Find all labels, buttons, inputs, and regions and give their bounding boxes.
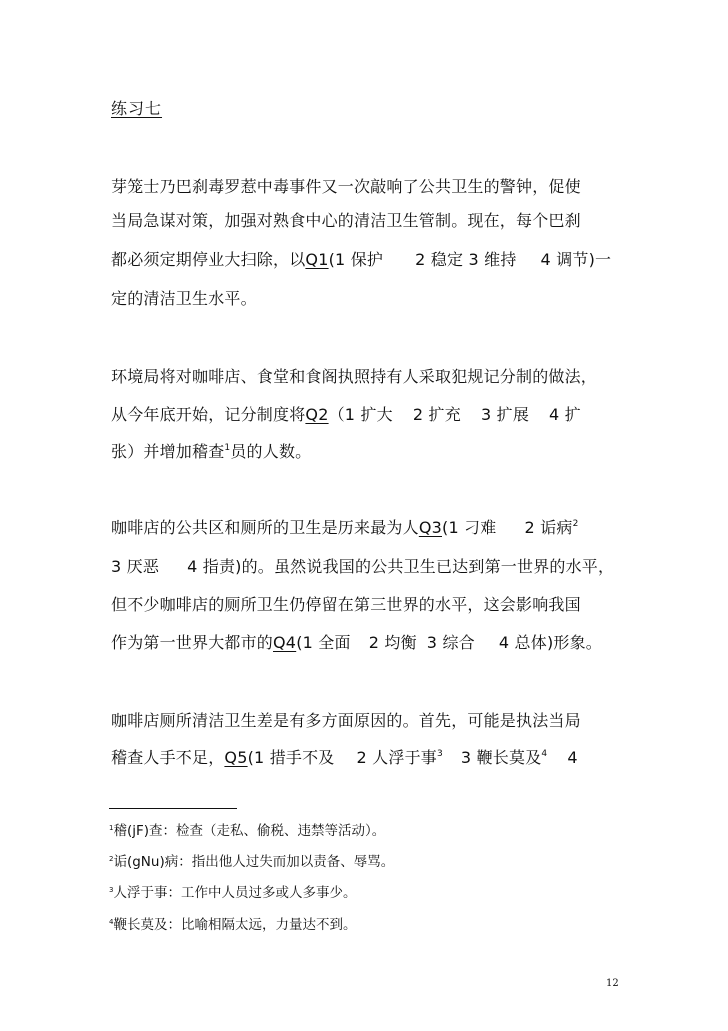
- q3-option-4: 4 指责)的。虽然说我国的公共卫生已达到第一世界的水平，: [187, 557, 615, 576]
- page-number: 12: [606, 978, 619, 989]
- p3-line-3: 但不少咖啡店的厕所卫生仍停留在第三世界的水平，这会影响我国: [111, 595, 581, 614]
- p3-line-1-text: 咖啡店的公共区和厕所的卫生是历来最为人: [111, 518, 419, 537]
- p1-line-4: 定的清洁卫生水平。: [111, 289, 257, 308]
- footnote-1: [109, 822, 385, 840]
- footnote-3-number: 3: [109, 886, 114, 894]
- footnote-2: [109, 853, 394, 871]
- q5-option-2: 2 人浮于事: [356, 748, 437, 767]
- p1-line-3: [111, 249, 631, 271]
- q3-option-2: 2 诟病: [524, 518, 573, 537]
- p2-line-3-end: 员的人数。: [230, 442, 312, 461]
- p4-line-1: 咖啡店厕所清洁卫生差是有多方面原因的。首先，可能是执法当局: [111, 711, 581, 730]
- p4-line-2: [111, 747, 631, 769]
- q5-option-3: 3 鞭长莫及: [460, 748, 542, 767]
- q2-option-2: 2 扩充: [412, 405, 461, 424]
- p2-line-1: 环境局将对咖啡店、食堂和食阁执照持有人采取犯规记分制的做法，: [111, 367, 598, 386]
- q5-option-1: (1 措手不及: [247, 748, 335, 767]
- p2-line-2-text: 从今年底开始，记分制度将: [111, 405, 306, 424]
- q2-option-4: 4 扩: [549, 405, 581, 424]
- p1-line-2: 当局急谋对策，加强对熟食中心的清洁卫生管制。现在，每个巴刹: [111, 211, 581, 230]
- p1-line-1: 芽笼士乃巴刹毒罗惹中毒事件又一次敲响了公共卫生的警钟，促使: [111, 177, 581, 196]
- q5-option-4: 4: [567, 748, 578, 767]
- q4-option-1: (1 全面: [296, 633, 351, 652]
- question-q1: Q1: [305, 250, 329, 269]
- p1-line-3-text: 都必须定期停业大扫除，以: [111, 250, 306, 269]
- p3-line-2: [111, 556, 631, 578]
- question-q5: Q5: [224, 748, 248, 767]
- p3-line-4: [111, 632, 631, 654]
- q1-options-2-3: 2 稳定 3 维持: [415, 250, 517, 269]
- q4-option-2: 2 均衡: [368, 633, 417, 652]
- footnote-1-text: 稽(jF)查：检查（走私、偷税、违禁等活动）。: [113, 823, 386, 839]
- q1-option-1: (1 保护: [328, 250, 384, 269]
- p2-line-3: [111, 441, 631, 463]
- q3-option-1: (1 刁难: [442, 518, 497, 537]
- exercise-title: 练习七: [111, 99, 163, 118]
- footnote-ref-3: 3: [436, 749, 443, 759]
- question-q3: Q3: [418, 518, 442, 537]
- q1-option-4: 4 调节)一: [540, 250, 612, 269]
- p3-line-1: [111, 517, 631, 539]
- p2-line-3-text: 张）并增加稽查: [111, 442, 225, 461]
- footnote-2-number: 2: [109, 855, 114, 863]
- footnote-4-text: 鞭长莫及：比喻相隔太远，力量达不到。: [113, 917, 357, 933]
- footnote-4-number: 4: [109, 918, 114, 926]
- p4-line-2-text: 稽查人手不足，: [111, 748, 225, 767]
- q4-option-4: 4 总体)形象。: [498, 633, 602, 652]
- p2-line-2: [111, 404, 631, 426]
- footnote-2-text: 诟(gNu)病：指出他人过失而加以责备、辱骂。: [113, 854, 395, 870]
- footnote-divider: [109, 808, 237, 809]
- question-q2: Q2: [305, 405, 329, 424]
- footnote-4: [109, 916, 356, 934]
- q4-option-3: 3 综合: [426, 633, 475, 652]
- footnote-ref-4: 4: [541, 749, 548, 759]
- footnote-3-text: 人浮于事：工作中人员过多或人多事少。: [113, 885, 357, 901]
- q2-option-3: 3 扩展: [480, 405, 530, 424]
- footnote-1-number: 1: [109, 824, 114, 832]
- p3-line-4-text: 作为第一世界大都市的: [111, 633, 274, 652]
- footnote-3: [109, 884, 356, 902]
- q3-option-3: 3 厌恶: [111, 557, 160, 576]
- footnote-ref-1: 1: [224, 443, 231, 453]
- question-q4: Q4: [273, 633, 297, 652]
- q2-option-1: （1 扩大: [328, 405, 393, 424]
- footnote-ref-2: 2: [572, 519, 579, 529]
